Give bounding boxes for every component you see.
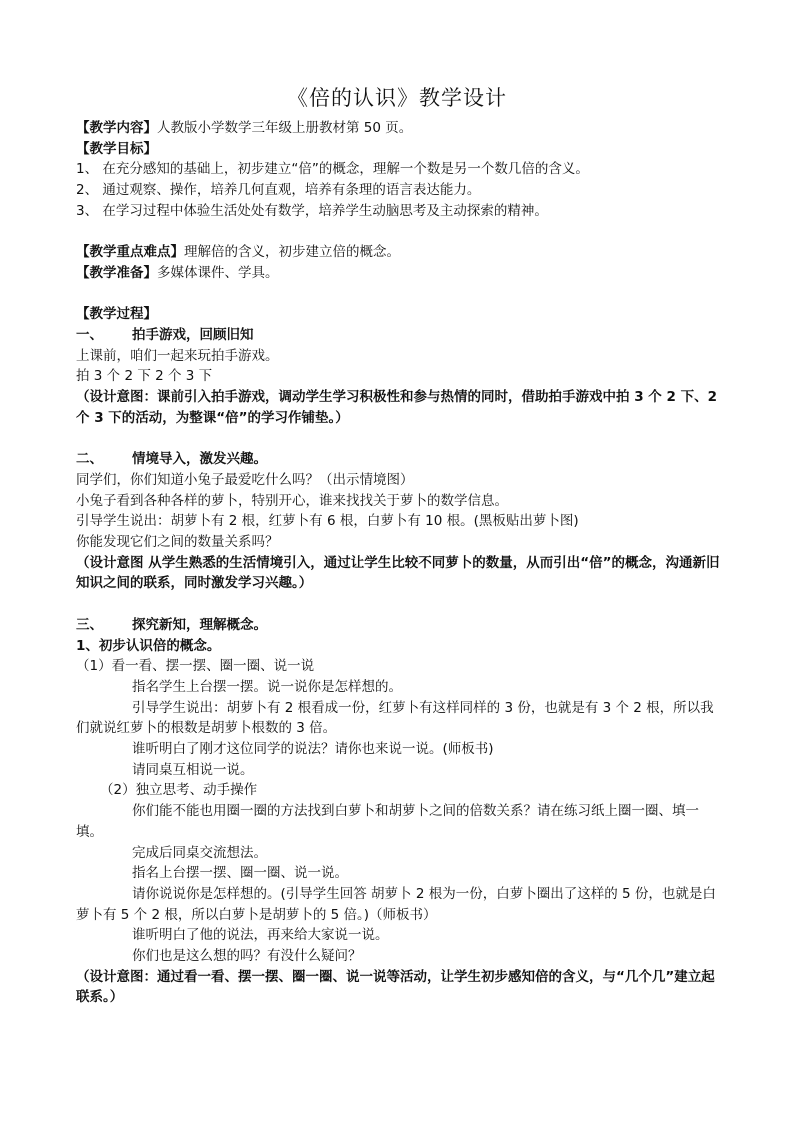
section3-title: 探究新知，理解概念。 <box>132 616 267 633</box>
section3-num: 三、 <box>76 616 103 633</box>
preparation <box>76 263 722 284</box>
section2-heading <box>76 449 722 470</box>
section1-line-1: 上课前，咱们一起来玩拍手游戏。 <box>76 347 279 364</box>
section1-heading <box>76 325 722 346</box>
section2-line-1: 同学们，你们知道小兔子最爱吃什么吗？（出示情境图） <box>76 471 414 488</box>
document-body <box>76 118 722 1008</box>
content-tag: 【教学内容】 <box>76 120 157 136</box>
part2-line-2: 完成后同桌交流想法。 <box>132 844 267 861</box>
process-tag: 【教学过程】 <box>76 306 157 323</box>
content-text: 人教版小学数学三年级上册教材第 50 页。 <box>157 120 413 136</box>
part1-title: （1）看一看、摆一摆、圈一圈、说一说 <box>76 658 315 675</box>
section1-design-intent: （设计意图：课前引入拍手游戏，调动学生学习积极性和参与热情的同时，借助拍手游戏中拍 3 个 2 下、2 个 3 下的活动，为整课“倍”的学习作铺垫。） <box>76 389 717 426</box>
goal-item-2: 2、 通过观察、操作，培养几何直观，培养有条理的语言表达能力。 <box>76 182 481 199</box>
goal-item-3: 3、 在学习过程中体验生活处处有数学，培养学生动脑思考及主动探索的精神。 <box>76 202 548 219</box>
keypoints <box>76 242 722 263</box>
goals-tag: 【教学目标】 <box>76 140 157 157</box>
section1-line-2: 拍 3 个 2 下 2 个 3 下 <box>76 368 213 385</box>
part1-line-3: 谁听明白了刚才这位同学的说法？请你也来说一说。(师板书) <box>132 741 494 758</box>
part1-line-2: 引导学生说出：胡萝卜有 2 根看成一份，红萝卜有这样同样的 3 份，也就是有 3 个 2 根，所以我们就说红萝卜的根数是胡萝卜根数的 3 倍。 <box>76 699 714 737</box>
document-title: 《倍的认识》教学设计 <box>287 86 507 110</box>
section2-line-3: 引导学生说出：胡萝卜有 2 根，红萝卜有 6 根，白萝卜有 10 根。(黑板贴出萝卜图) <box>76 513 579 530</box>
section1-title: 拍手游戏，回顾旧知 <box>132 327 254 343</box>
prep-text: 多媒体课件、学具。 <box>157 264 279 281</box>
part1-line-1: 指名学生上台摆一摆。说一说你是怎样想的。 <box>132 678 402 695</box>
goal-item-1: 1、 在充分感知的基础上，初步建立“倍”的概念，理解一个数是另一个数几倍的含义。 <box>76 161 589 178</box>
section2-title: 情境导入，激发兴趣。 <box>132 451 267 468</box>
prep-tag: 【教学准备】 <box>76 264 157 281</box>
section1-num: 一、 <box>76 327 103 343</box>
section3-design-intent: （设计意图：通过看一看、摆一摆、圈一圈、说一说等活动，让学生初步感知倍的含义，与“几个几”建立起联系。） <box>76 968 715 1006</box>
section2-line-4: 你能发现它们之间的数量关系吗？ <box>76 534 279 551</box>
part2-line-1: 你们能不能也用圈一圈的方法找到白萝卜和胡萝卜之间的倍数关系？请在练习纸上圈一圈、填一填。 <box>76 803 699 840</box>
keypoints-tag: 【教学重点难点】 <box>76 244 184 261</box>
section3-subheading: 1、初步认识倍的概念。 <box>76 637 221 654</box>
part2-line-4: 请你说说你是怎样想的。(引导学生回答 胡萝卜 2 根为一份，白萝卜圈出了这样的 5 份，也就是白萝卜有 5 个 2 根，所以白萝卜是胡萝卜的 5 倍。)（师板书） <box>76 885 716 923</box>
part1-line-4: 请同桌互相说一说。 <box>132 761 254 778</box>
section2-line-2: 小兔子看到各种各样的萝卜，特别开心，谁来找找关于萝卜的数学信息。 <box>76 492 508 509</box>
section2-num: 二、 <box>76 451 103 468</box>
part2-title: （2）独立思考、动手操作 <box>100 782 258 799</box>
keypoints-text: 理解倍的含义，初步建立倍的概念。 <box>184 244 400 261</box>
section2-design-intent: （设计意图 从学生熟悉的生活情境引入，通过让学生比较不同萝卜的数量，从而引出“倍”的概念，沟通新旧知识之间的联系，同时激发学习兴趣。） <box>76 554 720 592</box>
part2-line-5: 谁听明白了他的说法，再来给大家说一说。 <box>132 927 389 944</box>
part2-line-3: 指名上台摆一摆、圈一圈、说一说。 <box>132 865 348 882</box>
teaching-content <box>76 118 722 139</box>
part2-line-6: 你们也是这么想的吗？有没什么疑问？ <box>132 948 362 965</box>
section3-heading <box>76 615 722 636</box>
